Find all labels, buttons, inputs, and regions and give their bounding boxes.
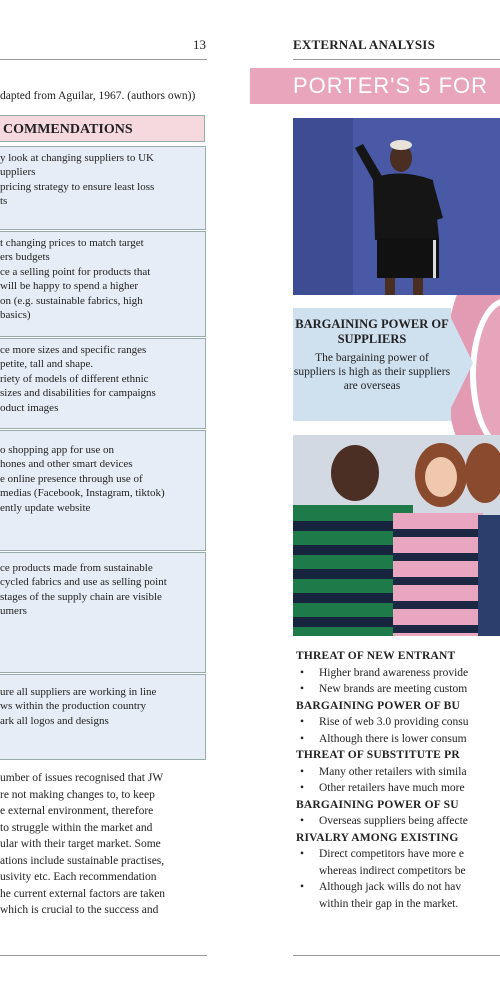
bullet-item	[296, 846, 500, 879]
bullet-item: • Although there is lower consum	[296, 731, 500, 748]
cell-line: cycled fabrics and use as selling point	[0, 576, 167, 589]
cell-line: ers budgets	[0, 251, 50, 264]
supplier-power-title: BARGAINING POWER OF SUPPLIERS	[295, 317, 449, 346]
cell-line: ce a selling point for products that	[0, 265, 151, 278]
cell-line: stages of the supply chain are visible	[0, 590, 162, 603]
cell-line: ts	[0, 195, 8, 208]
cell-line: ently update website	[0, 501, 91, 514]
paragraph-line: umber of issues recognised that JW	[0, 772, 164, 784]
paragraph-line: ations include sustainable practises,	[0, 854, 165, 867]
cell-line: ws within the production country	[0, 700, 147, 713]
cell-line: ure all suppliers are working in line	[0, 686, 157, 698]
section-heading: BARGAINING POWER OF BU	[296, 699, 461, 712]
bullet-item: • Higher brand awareness provide	[296, 665, 500, 682]
bullet-line: within their gap in the market.	[319, 897, 459, 910]
bullet-item	[296, 879, 500, 912]
paragraph-line: usivity etc. Each recommendation	[0, 871, 157, 883]
cell-line: oduct images	[0, 401, 59, 414]
bullet-line: whereas indirect competitors be	[319, 864, 466, 877]
bullet-line: • Although jack wills do not hav	[319, 881, 462, 893]
bullet-item: • Other retailers have much more	[296, 780, 500, 797]
cell-line: sizes and disabilities for campaigns	[0, 387, 156, 400]
footer-rule	[293, 955, 500, 956]
section-heading: RIVALRY AMONG EXISTING	[296, 831, 459, 844]
section-heading: BARGAINING POWER OF SU	[296, 798, 459, 811]
footer-rule	[0, 955, 207, 956]
cell-line: medias (Facebook, Instagram, tiktok)	[0, 487, 165, 500]
cell-line: e online presence through use of	[0, 472, 143, 485]
recommendation-cell	[0, 338, 206, 429]
cell-line: on (e.g. sustainable fabrics, high	[0, 294, 143, 307]
cell-line: ce more sizes and specific ranges	[0, 344, 147, 356]
cell-line: basics)	[0, 309, 31, 322]
cell-line: hones and other smart devices	[0, 458, 133, 471]
section-heading: THREAT OF SUBSTITUTE PR	[296, 749, 460, 761]
bullet-item: • Many other retailers with simila	[296, 764, 500, 781]
recommendation-cell	[0, 552, 206, 673]
page-number: 13	[193, 37, 206, 52]
recommendation-cell	[0, 231, 206, 337]
cell-line: will be happy to spend a higher	[0, 280, 139, 293]
porter-forces-notes	[296, 648, 500, 912]
cell-line: ce products made from sustainable	[0, 562, 153, 574]
group-photo	[293, 435, 500, 636]
paragraph-line: e external environment, therefore	[0, 805, 154, 817]
section-banner: PORTER'S 5 FOR	[250, 68, 500, 104]
cell-line: riety of models of different ethnic	[0, 372, 149, 385]
bullet-item: • Rise of web 3.0 providing consu	[296, 714, 500, 731]
recommendation-cell	[0, 430, 206, 551]
header-rule	[293, 59, 500, 60]
paragraph-line: he current external factors are taken	[0, 887, 166, 900]
paragraph-line: re not making changes to, to keep	[0, 788, 155, 801]
table-caption: dapted from Aguilar, 1967. (authors own))	[0, 90, 196, 102]
model-photo	[293, 118, 500, 295]
recommendation-cell	[0, 674, 206, 760]
cell-line: t changing prices to match target	[0, 237, 144, 249]
supplier-power-body: The bargaining power of suppliers is high as their suppliers are overseas	[293, 352, 451, 392]
paragraph-line: ular with their target market. Some	[0, 838, 161, 850]
cell-line: ark all logos and designs	[0, 714, 109, 727]
cell-line: uppliers	[0, 166, 36, 179]
cell-line: umers	[0, 605, 27, 618]
cell-line: o shopping app for use on	[0, 444, 114, 456]
body-paragraph	[0, 770, 209, 919]
cell-line: petite, tall and shape.	[0, 358, 94, 371]
supplier-power-box	[293, 308, 451, 421]
bullet-line: • Direct competitors have more e	[319, 848, 464, 860]
running-head: EXTERNAL ANALYSIS	[293, 37, 436, 52]
bullet-item: • New brands are meeting custom	[296, 681, 500, 698]
paragraph-line: which is crucial to the success and	[0, 904, 159, 916]
recommendation-cell	[0, 146, 206, 230]
cell-line: y look at changing suppliers to UK	[0, 152, 154, 164]
paragraph-line: to struggle within the market and	[0, 821, 153, 834]
section-heading: THREAT OF NEW ENTRANT	[296, 650, 456, 662]
arrow-pointer	[451, 318, 473, 408]
recommendations-header: COMMENDATIONS	[0, 115, 205, 142]
header-rule	[0, 59, 207, 60]
bullet-item: • Overseas suppliers being affecte	[296, 813, 500, 830]
cell-line: pricing strategy to ensure least loss	[0, 180, 155, 193]
